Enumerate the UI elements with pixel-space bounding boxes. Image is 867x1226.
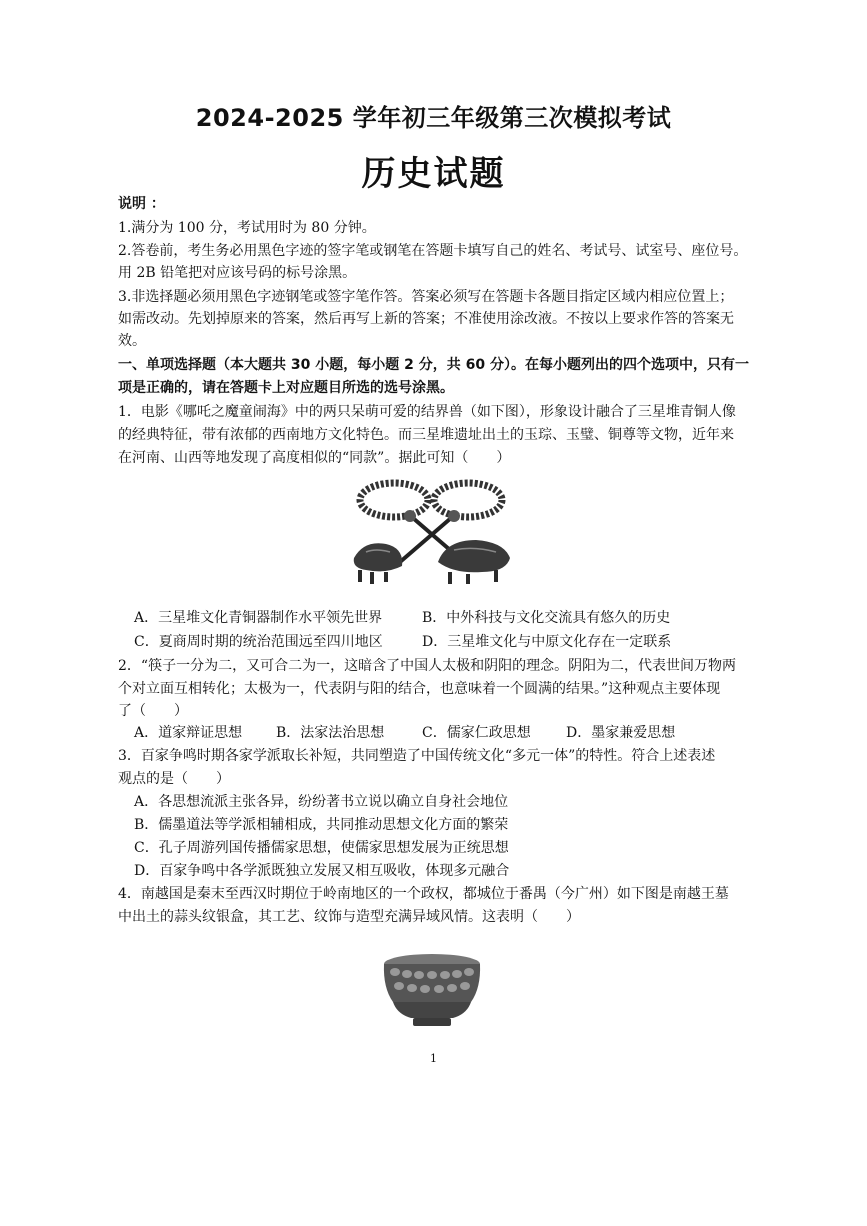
q1-option-d: D．三星堆文化与中原文化存在一定联系	[422, 634, 672, 650]
instructions-heading: 说明 ：	[118, 196, 165, 212]
q3-stem-line1: 3．百家争鸣时期各家学派取长补短，共同塑造了中国传统文化“多元一体”的特性。符合上述表述	[118, 748, 716, 764]
exam-title: 2024-2025 学年初三年级第三次模拟考试	[195, 104, 672, 132]
instruction-2-line1: 2.答卷前，考生务必用黑色字迹的签字笔或钢笔在答题卡填写自己的姓名、考试号、试室号、座位号。	[118, 243, 748, 259]
q2-option-a: A．道家辩证思想	[134, 725, 243, 741]
section-heading-line2: 项是正确的，请在答题卡上对应题目所选的选号涂黑。	[118, 380, 454, 396]
q3-option-b: B．儒墨道法等学派相辅相成，共同推动思想文化方面的繁荣	[134, 817, 509, 833]
q1-option-a: A．三星堆文化青铜器制作水平领先世界	[134, 610, 383, 626]
q4-figure-silver-box	[377, 950, 487, 1032]
q2-stem-line2: 个对立面互相转化；太极为一，代表阴与阳的结合，也意味着一个圆满的结果。”这种观点主要体现	[118, 681, 721, 697]
instruction-3-line3: 效。	[118, 333, 146, 349]
q1-option-c: C．夏商周时期的统治范围远至四川地区	[134, 634, 383, 650]
q3-option-a: A．各思想流派主张各异，纷纷著书立说以确立自身社会地位	[134, 794, 509, 810]
instruction-2-line2: 用 2B 铅笔把对应该号码的标号涂黑。	[118, 265, 357, 281]
q1-stem-line1: 1．电影《哪吒之魔童闹海》中的两只呆萌可爱的结界兽（如下图），形象设计融合了三星堆青铜人像	[118, 404, 736, 420]
instruction-3-line1: 3.非选择题必须用黑色字迹钢笔或签字笔作答。答案必须写在答题卡各题目指定区域内相应位置上；	[118, 289, 734, 305]
q2-option-b: B．法家法治思想	[276, 725, 385, 741]
instruction-1: 1.满分为 100 分，考试用时为 80 分钟。	[118, 220, 376, 236]
q1-figure-guardian-beasts	[346, 478, 521, 586]
q4-stem-line1: 4．南越国是秦末至西汉时期位于岭南地区的一个政权，都城位于番禺（今广州）如下图是南越王墓	[118, 886, 729, 902]
q2-option-d: D．墨家兼爱思想	[566, 725, 676, 741]
q4-stem-line2: 中出土的蒜头纹银盒，其工艺、纹饰与造型充满异域风情。这表明（ ）	[118, 909, 580, 925]
section-heading-line1: 一、单项选择题（本大题共 30 小题，每小题 2 分，共 60 分）。在每小题列出的四个选项中，只有一	[118, 357, 749, 373]
subject-title: 历史试题	[361, 154, 506, 194]
q2-stem-line3: 了（ ）	[118, 703, 188, 719]
q3-option-d: D．百家争鸣中各学派既独立发展又相互吸收，体现多元融合	[134, 863, 510, 879]
q1-stem-line2: 的经典特征，带有浓郁的西南地方文化特色。而三星堆遗址出土的玉琮、玉璧、铜尊等文物，近年来	[118, 427, 734, 443]
q1-option-b: B．中外科技与文化交流具有悠久的历史	[422, 610, 671, 626]
instruction-3-line2: 如需改动。先划掉原来的答案，然后再写上新的答案；不准使用涂改液。不按以上要求作答的答案无	[118, 311, 734, 327]
q1-stem-line3: 在河南、山西等地发现了高度相似的“同款”。据此可知（ ）	[118, 450, 511, 466]
q3-option-c: C．孔子周游列国传播儒家思想，使儒家思想发展为正统思想	[134, 840, 509, 856]
q2-stem-line1: 2．“筷子一分为二，又可合二为一，这暗含了中国人太极和阴阳的理念。阴阳为二，代表世间万物两	[118, 658, 737, 674]
q2-option-c: C．儒家仁政思想	[422, 725, 531, 741]
q3-stem-line2: 观点的是（ ）	[118, 771, 230, 787]
page-number: 1	[430, 1052, 437, 1065]
